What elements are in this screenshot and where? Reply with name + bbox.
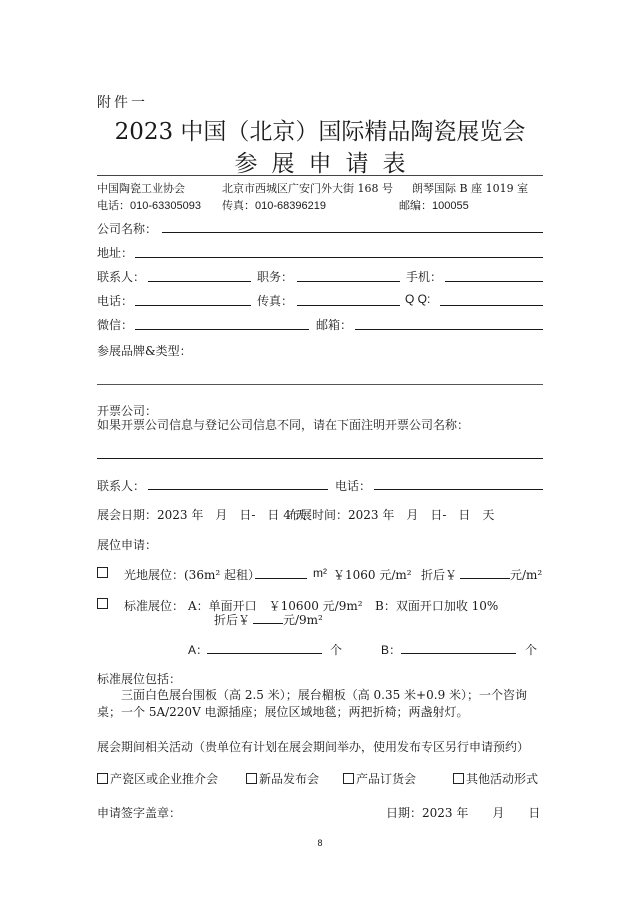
activity-checkbox[interactable]: [246, 773, 257, 784]
phone-field[interactable]: [135, 305, 251, 306]
document-title: 2023 中国（北京）国际精品陶瓷展览会: [114, 119, 526, 145]
company-name-label: 公司名称：: [97, 222, 158, 236]
raw-space-row: [97, 566, 110, 580]
fax-field[interactable]: [297, 305, 400, 306]
activity-label: 产品订货会: [356, 772, 417, 786]
count-b-field[interactable]: [401, 653, 516, 654]
organizer-phone-value: 010-63305093: [130, 200, 201, 212]
qq-field[interactable]: [440, 305, 543, 306]
phone-label: 电话：: [97, 294, 134, 308]
activity-checkbox[interactable]: [343, 773, 354, 784]
count-a-label: A：: [188, 643, 209, 657]
activity-label: 其他活动形式: [466, 772, 539, 786]
wechat-label: 微信：: [97, 318, 134, 332]
raw-space-checkbox[interactable]: [97, 567, 108, 578]
activity-checkbox[interactable]: [97, 773, 108, 784]
page-number: 8: [317, 838, 323, 848]
standard-checkbox[interactable]: [97, 598, 108, 609]
activity-checkbox[interactable]: [453, 773, 464, 784]
standard-label: 标准展位：: [124, 599, 185, 613]
standard-option-b: B：双面开口加收 10%: [375, 599, 499, 613]
attachment-label: 附件一: [97, 95, 148, 111]
organizer-fax: [222, 197, 326, 213]
standard-discount-label: 折后￥: [214, 613, 251, 627]
raw-space-discount-unit: 元/m²: [510, 568, 543, 582]
count-a-field[interactable]: [207, 653, 322, 654]
position-field[interactable]: [297, 281, 400, 282]
form-title: 参展申请表: [234, 151, 420, 177]
setup-date: 布展时间：2023 年 月 日- 日 天: [288, 508, 495, 522]
activity-label: 产瓷区或企业推介会: [110, 772, 219, 786]
raw-space-unit: m²: [313, 566, 327, 580]
organizer-postcode: [399, 197, 469, 213]
brand-label: 参展品牌&类型：: [97, 344, 192, 358]
mobile-label: 手机：: [406, 270, 443, 284]
phone2-field[interactable]: [374, 489, 543, 490]
exhibit-date: 展会日期：2023 年 月 日- 日 4 天: [97, 508, 307, 522]
email-label: 邮箱：: [316, 318, 353, 332]
activities-label: 展会期间相关活动（贵单位有计划在展会期间举办，使用发布专区另行申请预约）: [97, 740, 530, 754]
raw-space-price: ￥1060 元/m²: [333, 568, 412, 582]
organizer-name: 中国陶瓷工业协会: [97, 182, 185, 195]
standard-includes-line2: 桌；一个 5A/220V 电源插座；展位区域地毯；两把折椅；两盏射灯。: [97, 705, 469, 719]
mobile-field[interactable]: [445, 281, 543, 282]
invoice-company-field[interactable]: [97, 458, 543, 459]
standard-discount-field[interactable]: [253, 623, 283, 624]
wechat-field[interactable]: [135, 329, 309, 330]
contact-label: 联系人：: [97, 270, 146, 284]
standard-discount-unit: 元/9m²: [283, 613, 323, 627]
invoice-label: 开票公司：: [97, 404, 158, 418]
activity-option-launch: [246, 770, 319, 787]
activity-label: 新品发布会: [259, 772, 320, 786]
signature-label: 申请签字盖章：: [97, 806, 182, 820]
qq-label: Q Q:: [405, 292, 431, 306]
organizer-postcode-value: 100055: [432, 200, 469, 212]
raw-space-label: 光地展位：(36m² 起租）: [124, 568, 260, 582]
sign-date: 日期：2023 年 月 日: [386, 806, 541, 820]
address-field[interactable]: [135, 257, 543, 258]
booth-apply-label: 展位申请：: [97, 538, 158, 552]
activity-option-promotion: [97, 770, 218, 787]
count-a-unit: 个: [330, 643, 343, 657]
standard-option-a: A：单面开口 ￥10600 元/9m²: [188, 599, 363, 613]
header-divider: [97, 175, 543, 176]
address-label: 地址：: [97, 246, 134, 260]
contact-field[interactable]: [148, 281, 251, 282]
organizer-phone: [97, 197, 201, 213]
brand-field[interactable]: [97, 384, 543, 385]
count-b-label: B：: [381, 643, 402, 657]
organizer-building: 朗琴国际 B 座 1019 室: [412, 182, 529, 195]
organizer-address: 北京市西城区广安门外大街 168 号: [222, 182, 393, 195]
raw-space-area-field[interactable]: [255, 578, 307, 579]
contact2-field[interactable]: [148, 489, 328, 490]
raw-space-discount-label: 折后￥: [421, 568, 458, 582]
organizer-fax-value: 010-68396219: [255, 200, 326, 212]
fax-label: 传真：: [257, 294, 294, 308]
raw-space-discount-field[interactable]: [460, 578, 510, 579]
count-b-unit: 个: [525, 643, 538, 657]
invoice-note: 如果开票公司信息与登记公司信息不同，请在下面注明开票公司名称：: [97, 418, 470, 432]
company-name-field[interactable]: [162, 232, 543, 233]
standard-includes-label: 标准展位包括：: [97, 672, 182, 686]
contact2-label: 联系人：: [97, 479, 146, 493]
standard-includes-line1: 三面白色展台围板（高 2.5 米）；展台楣板（高 0.35 米+0.9 米）；一个咨询: [121, 688, 528, 702]
phone2-label: 电话：: [335, 479, 372, 493]
standard-row: [97, 597, 110, 611]
organizer-postcode-label: 邮编：: [399, 199, 432, 212]
activity-option-other: [453, 770, 538, 787]
activity-option-order: [343, 770, 416, 787]
organizer-phone-label: 电话：: [97, 199, 130, 212]
organizer-fax-label: 传真：: [222, 199, 255, 212]
email-field[interactable]: [355, 329, 543, 330]
position-label: 职务：: [257, 270, 294, 284]
